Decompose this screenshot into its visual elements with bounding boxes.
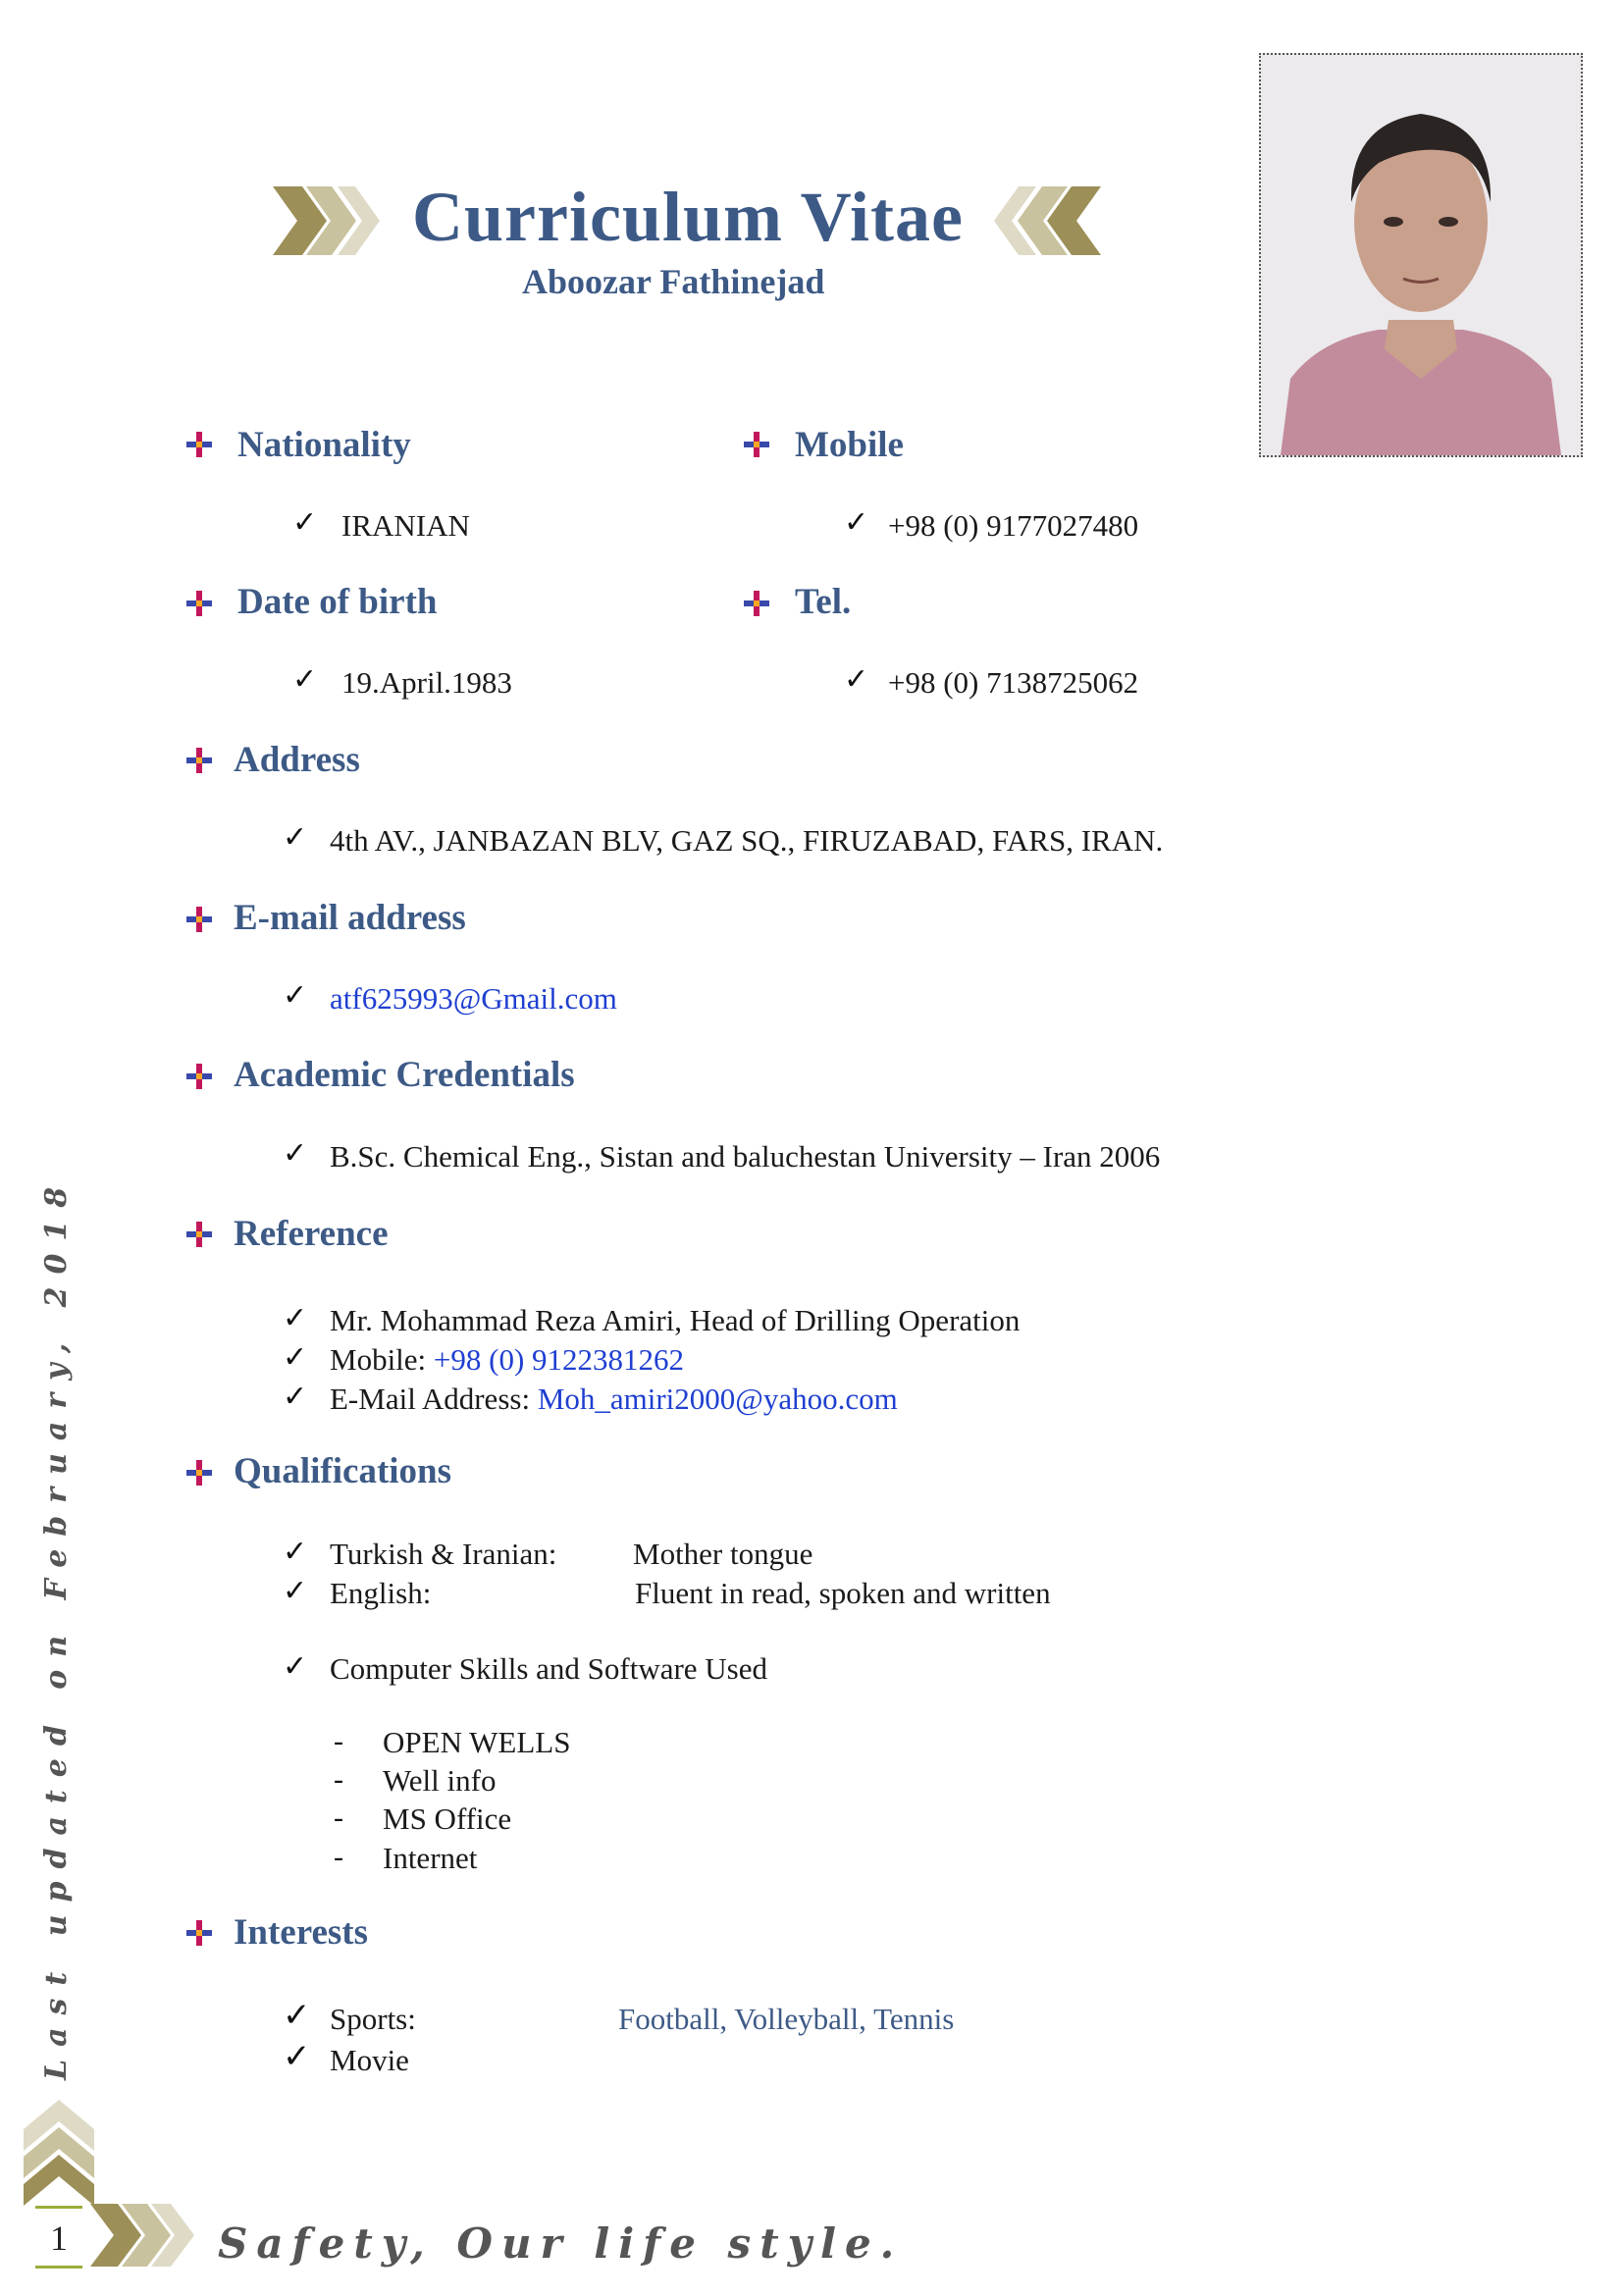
check-icon: ✓ xyxy=(283,1535,308,1569)
dash-marker: - xyxy=(334,1841,343,1873)
academic-value: B.Sc. Chemical Eng., Sistan and baluchestan University – Iran 2006 xyxy=(330,1139,1161,1174)
header-left-chevrons xyxy=(273,186,381,255)
last-updated-note: Last updated on February, 2018 xyxy=(39,1174,74,2080)
section-bullet-icon xyxy=(742,430,771,459)
check-icon: ✓ xyxy=(283,1301,308,1335)
dash-marker: - xyxy=(334,1801,343,1834)
heading-nationality: Nationality xyxy=(237,425,411,465)
sports-label: Sports: xyxy=(330,2002,416,2036)
page-number: 1 xyxy=(50,2218,68,2258)
header-right-chevrons xyxy=(993,186,1101,255)
check-icon: ✓ xyxy=(283,1380,308,1414)
software-item: Internet xyxy=(383,1841,478,1875)
language-2-label: English: xyxy=(330,1576,432,1610)
heading-interests: Interests xyxy=(234,1912,369,1953)
check-icon: ✓ xyxy=(283,1340,308,1375)
software-item: OPEN WELLS xyxy=(383,1725,571,1759)
section-bullet-icon xyxy=(184,589,214,618)
check-icon: ✓ xyxy=(283,1136,308,1171)
section-bullet-icon xyxy=(184,905,214,934)
check-icon: ✓ xyxy=(292,505,318,540)
software-item: MS Office xyxy=(383,1801,512,1836)
reference-mobile-label: Mobile: xyxy=(330,1342,434,1377)
person-name: Aboozar Fathinejad xyxy=(522,262,825,301)
check-icon: ✓ xyxy=(283,2037,311,2076)
heading-date-of-birth: Date of birth xyxy=(237,582,438,622)
check-icon: ✓ xyxy=(283,1574,308,1608)
language-2-value: Fluent in read, spoken and written xyxy=(635,1576,1051,1610)
reference-mobile-value[interactable]: +98 (0) 9122381262 xyxy=(433,1342,685,1377)
section-bullet-icon xyxy=(184,1220,214,1249)
section-bullet-icon xyxy=(184,746,214,775)
check-icon: ✓ xyxy=(292,662,318,697)
section-bullet-icon xyxy=(184,1918,214,1948)
check-icon: ✓ xyxy=(283,820,308,855)
mobile-value: +98 (0) 9177027480 xyxy=(888,508,1139,543)
heading-qualifications: Qualifications xyxy=(234,1451,452,1491)
movie-item: Movie xyxy=(330,2043,409,2077)
heading-email: E-mail address xyxy=(234,898,466,938)
footer-up-chevrons xyxy=(24,2100,94,2208)
heading-academic: Academic Credentials xyxy=(234,1055,575,1095)
check-icon: ✓ xyxy=(844,505,869,540)
dash-marker: - xyxy=(334,1725,343,1757)
language-1-value: Mother tongue xyxy=(633,1537,813,1571)
reference-email-link[interactable]: Moh_amiri2000@yahoo.com xyxy=(537,1382,898,1416)
dob-value: 19.April.1983 xyxy=(341,665,512,700)
profile-photo xyxy=(1259,53,1583,457)
reference-name: Mr. Mohammad Reza Amiri, Head of Drilling Operation xyxy=(330,1303,1021,1337)
footer-slogan: Safety, Our life style. xyxy=(218,2219,904,2268)
language-1-label: Turkish & Iranian: xyxy=(330,1537,557,1571)
email-link[interactable]: atf625993@Gmail.com xyxy=(330,981,617,1016)
sports-value: Football, Volleyball, Tennis xyxy=(618,2002,955,2036)
heading-reference: Reference xyxy=(234,1214,389,1254)
heading-address: Address xyxy=(234,740,360,780)
dash-marker: - xyxy=(334,1763,343,1796)
reference-email xyxy=(330,1382,898,1417)
tel-value: +98 (0) 7138725062 xyxy=(888,665,1139,700)
heading-mobile: Mobile xyxy=(795,425,904,465)
check-icon: ✓ xyxy=(283,1649,308,1684)
reference-mobile xyxy=(330,1342,684,1378)
software-item: Well info xyxy=(383,1763,497,1798)
heading-tel: Tel. xyxy=(795,582,852,622)
reference-email-label: E-Mail Address: xyxy=(330,1382,538,1416)
address-value: 4th AV., JANBAZAN BLV, GAZ SQ., FIRUZABAD, FARS, IRAN. xyxy=(330,823,1164,858)
computer-skills-label: Computer Skills and Software Used xyxy=(330,1651,768,1686)
section-bullet-icon xyxy=(742,589,771,618)
nationality-value: IRANIAN xyxy=(341,508,470,543)
check-icon: ✓ xyxy=(283,1996,311,2035)
section-bullet-icon xyxy=(184,1458,214,1487)
section-bullet-icon xyxy=(184,430,214,459)
check-icon: ✓ xyxy=(283,978,308,1013)
section-bullet-icon xyxy=(184,1062,214,1091)
page-title: Curriculum Vitae xyxy=(412,178,964,256)
check-icon: ✓ xyxy=(844,662,869,697)
footer-right-chevrons xyxy=(90,2204,198,2267)
